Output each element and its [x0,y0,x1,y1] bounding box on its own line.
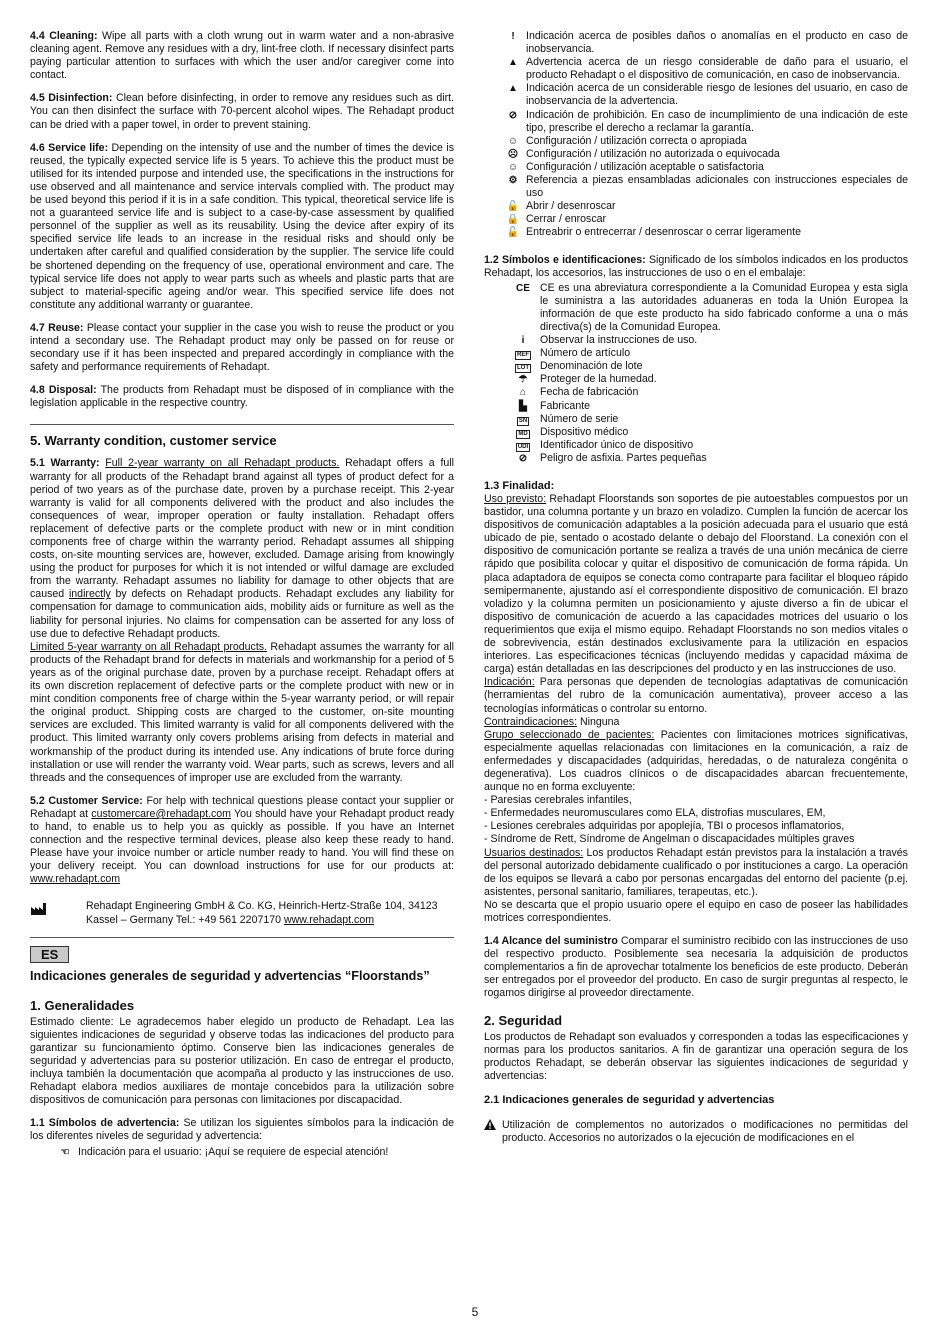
list-item: - Enfermedades neuromusculares como ELA, distrofias musculares, EM, [484,807,826,820]
section-4-5: 4.5 Disinfection: Clean before disinfecting, in order to remove any residues such as dirt. You can then disinfect the surface with 70-percent alcohol wipes. The Rehadapt product can be dried with a paper towel, in order to prevent staining. [30,92,454,131]
smiley-neutral-icon: ☺ [507,161,519,173]
smiley-sad-icon: ☹ [507,148,519,160]
symbol-row: ☜ Indicación para el usuario: ¡Aquí se requiere de especial atención! [30,1146,454,1159]
page-number: 5 [471,1305,479,1319]
heading-generalidades: 1. Generalidades [30,997,135,1013]
symbol-row: UDI Identificador único de dispositivo [506,439,908,452]
safety-warning-item: Utilización de complementos no autorizados o modificaciones no permitidas del producto. Accesorios no autorizados o la ejecución de modificaciones en el [484,1119,908,1145]
divider [30,937,454,938]
usuarios-text: Usuarios destinados: Los productos Rehadapt están previstos para la instalación a través del personal autorizado debidamente cualificado o por instituciones a cargo. La operación de los equipos se llevará a cabo por personas encargadas del entorno del paciente (p.ej. asistentes, personal sanitario, familiares, terapeutas, etc.). No se descarta que el propio usuario opere el equipo en caso de poseer las habilidades motrices correspondientes. [484,846,908,924]
website-link[interactable]: www.rehadapt.com [30,873,121,886]
exclamation-icon: ! [511,31,515,42]
instructions-icon: i [521,335,525,347]
left-column [30,30,454,1159]
language-badge: ES [30,946,69,963]
symbol-row: 🔓 Entreabrir o entrecerrar / desenroscar o cerrar ligeramente [500,226,908,239]
section-4-6: 4.6 Service life: Depending on the intensity of use and the number of times the device is reused, the typically expected service life is 5 years. To achieve this the product must be utilised for its intended purpose and intended use, the specifications in the instructions for use observed and all maintenance and service intervals complied with. The product may be used beyond this period if it is in a safe condition. This typical, theoretical service life is not a guaranteed service life and is subject to a case-by-case assessment by qualified personnel of the supplier as well as its reusability. Using the device after expiry of its specified service life leads to an increase in the residual risks and should only be undertaken after careful and qualified consideration by the supplier. The service life could be shortened depending on the frequency of use, operational environment and care. The typical service life does not apply to wear parts such as wheels and plastic parts that are subject to material-specific ageing and/or wear. This specified service life does not constitute any additional warranty or guarantee. [30,141,454,311]
heading-2-1: 2.1 Indicaciones generales de seguridad y advertencias [484,1093,775,1106]
section-5-2: 5.2 Customer Service: For help with technical questions please contact your supplier or Rehadapt at customercare@rehadapt.com You should have your Rehadapt product ready to hand, to enable us to help you as quickly as possible. If you have an Internet connection and the respective terminal devices, please also keep these ready to hand. Please have your invoice number or article number ready to hand. You will find these on your delivery receipt. You can download instructions for use for our products at: www.rehadapt.com [30,794,454,886]
symbol-row: REF Número de artículo [506,347,908,360]
symbol-row: ☺ Configuración / utilización correcta o apropiada [500,135,908,148]
half-lock-icon: 🔓 [506,227,520,239]
section-4-8: 4.8 Disposal: The products from Rehadapt must be disposed of in compliance with the legislation applicable in the respective country. [30,384,454,410]
warning-symbol-list [484,30,908,240]
manufacturer-icon: ▙ [519,400,527,412]
heading-warranty: 5. Warranty condition, customer service [30,433,277,449]
symbol-row: ▲ Advertencia acerca de un riesgo considerable de daño para el usuario, el producto Rehadapt o el dispositivo de comunicación, en caso de inobservancia. [500,56,908,82]
finalidad-text: Uso previsto: Rehadapt Floorstands son soportes de pie autoestables compuestos por un bastidor, una columna portante y un brazo en voladizo. Cumplen la función de acercar los dispositivos de comunicación adaptables a la posición adecuada para el usuario que está ubicado de pie, sentado o acostado delante o debajo del Floorstand. La conexión con el dispositivo de comunicación portante se realiza a través de una unión mecánica de cierre rápido que posibilita colocar y quitar el dispositivo de comunicación de forma rápida. Un placa adaptadora de equipos se conecta como contraparte para facilitar el bloqueo rápido semipermanente, ajustando así el correspondiente dispositivo de comunicación. El brazo voladizo y la columna permiten un posicionamiento y ajuste diverso a fin de ubicar el dispositivo de comunicación de acuerdo a las capacidades motrices del usuario o los requerimientos que exija el mismo equipo. Rehadapt Floorstands no son medios vitales o de sobrevivencia, están destinados exclusivamente para la utilización en espacios interiores. Las especificaciones técnicas (incluyendo medidas y capacidad máxima de carga) están detalladas en las descripciones del producto y en las instrucciones de uso. Indicación: Para personas que dependen de tecnologías adaptativas de comunicación (herramientas del rubro de la comunicación aumentativa), proveer acceso a las tecnologías informáticas o controlar su entorno. Contraindicaciones: Ninguna Grupo seleccionado de pacientes: Pacientes con limitaciones motrices significativas, especialmente aquellas relacionadas con limitaciones en la comunicación, a raíz de enfermedades y discapacidades (adquiridas, heredadas, o de naturaleza congénita o degenerativa). Los cuadros clínicos o de discapacidades abarcan frecuentemente, aunque no en forma excluyente: [484,493,908,794]
warning-triangle-icon: ▲ [508,83,518,95]
choking-hazard-icon: ⊘ [518,452,528,464]
symbol-row: ⌂ Fecha de fabricación [506,386,908,399]
serial-number-icon: SN [518,417,528,424]
unlock-icon: 🔓 [506,201,520,213]
prohibition-icon: ⊘ [508,109,518,121]
warning-triangle-icon [484,1119,502,1134]
symbol-row: i Observar la instrucciones de uso. [506,334,908,347]
manufacturer-icon [30,900,86,920]
divider [30,424,454,425]
list-item: - Síndrome de Rett, Síndrome de Angelman o discapacidades múltiples graves [484,833,855,846]
patient-group-list [484,794,908,846]
symbol-row: CE CE es una abreviatura correspondiente a la Comunidad Europea y esta sigla le suministra a las autoridades aduaneras en toda la Unión Europea la información de que este producto ha sido fabricado conforme a una o más directiva(s) de la Comunidad Europea. [506,282,908,334]
identification-symbol-list [484,282,908,465]
manufacture-date-icon: ⌂ [519,387,527,399]
assembly-parts-icon: ⚙ [508,175,518,187]
section-4-4: 4.4 Cleaning: Wipe all parts with a cloth wrung out in warm water and a non-abrasive cleaning agent. Remove any residues with a dry, lint-free cloth. If necessary disinfect parts paying particular attention to surfaces with which the user and/or caregiver come into contact. [30,30,454,82]
symbol-row: ⊘ Peligro de asfixia. Partes pequeñas [506,452,908,465]
lock-icon: 🔒 [506,214,520,226]
section-1-2: 1.2 Símbolos e identificaciones: Significado de los símbolos indicados en los productos Rehadapt, los accesorios, las instrucciones de uso o en el embalaje: [484,253,909,279]
section-5-1: 5.1 Warranty: Full 2-year warranty on all Rehadapt products. Rehadapt offers a full warranty for all products of the Rehadapt brand against all types of product defect for a period of two years as of the purchase date, proven by a purchase receipt. This 2-year warranty is valid for all components delivered with the product and also includes the consequences of wear, improper operation or faulty installation. Rehadapt offers replacement of defective parts or the complete product with new or in mint condition components free of charge within the warranty period. Rehadapt assumes all shipping costs, on-site mounting services are, however, excluded. Damage arising from knowingly using the product for purposes for which it is not intended or wilful damage are excluded from the warranty. Rehadapt assumes no liability for damage to other objects that are caused indirectly by defects on Rehadapt products. Rehadapt excludes any liability for compensation for damage to communication aids, mobility aids or furniture as well as the liability for personal injuries. No claims for compensation can be asserted for any loss of use due to defective Rehadapt products. Limited 5-year warranty on all Rehadapt products. Rehadapt assumes the warranty for all products of the Rehadapt brand for defects in materials and workmanship for a period of 5 years as of the original purchase date, proven by a purchase receipt. Rehadapt offers at its own discretion replacement of defective parts or the complete product with new or in mint condition components free of charge within the 5-year warranty period, or will repair the original product. Shipping costs are charged to the customer, on-site mounting services are excluded. This limited warranty is valid for all components delivered with the product. This limited warranty only covers problems arising from defects in material and workmanship of the product during its intended use. Any indications of brute force during installation or use will render the warranty void. Wear parts, such as screws, levers and all threads and the consequences of improper use are excluded from the warranty. [30,457,455,784]
udi-icon: UDI [517,443,529,450]
list-item: - Paresias cerebrales infantiles, [484,794,632,807]
heading-finalidad: 1.3 Finalidad: [484,480,555,492]
generalidades-text: Estimado cliente: Le agradecemos haber elegido un producto de Rehadapt. Lea las siguientes indicaciones de seguridad y observe todas las indicaciones del producto para garantizar su funcionamiento óptimo. Conserve bien las indicaciones generales de seguridad y advertencias para su posterior utilización. En caso de entregar el producto, incluya también la documentación que acompaña al producto y las instrucciones de uso. Rehadapt elabora medios auxiliares de montaje concebidos para la utilización sobre dispositivos de comunicación para personas con limitaciones por discapacidad. [30,1015,454,1107]
ref-icon: REF [517,352,529,359]
section-1-1: 1.1 Símbolos de advertencia: Se utilizan los siguientes símbolos para la indicación de los diferentes niveles de seguridad y advertencia: [30,1117,454,1143]
symbol-row: ☂ Proteger de la humedad. [506,373,908,386]
heading-seguridad: 2. Seguridad [484,1012,563,1028]
ce-mark-icon: CE [516,282,530,294]
medical-device-icon: MD [518,430,528,437]
symbol-row: ! Indicación acerca de posibles daños o anomalías en el producto en caso de inobservancia. [500,30,908,56]
symbol-row: ☺ Configuración / utilización aceptable o satisfactoria [500,161,908,174]
smiley-happy-icon: ☺ [507,135,519,147]
manufacturer-block: Rehadapt Engineering GmbH & Co. KG, Heinrich-Hertz-Straße 104, 34123 Kassel – Germany Tel.: +49 561 2207170 www.rehadapt.com [30,900,454,926]
hand-pointer-icon: ☜ [60,1146,70,1158]
symbol-row: ⚙ Referencia a piezas ensambladas adicionales con instrucciones especiales de uso [500,174,908,200]
symbol-row: MD Dispositivo médico [506,426,908,439]
section-1-4: 1.4 Alcance del suministro Comparar el suministro recibido con las instrucciones de uso del respectivo producto. Posiblemente sea necesaria la adquisición de productos complementarios a fin de aprovechar totalmente los beneficios de este producto. Deberán ser entregados por el proveedor del producto. En caso de surgir preguntas al respecto, le rogamos dirigirse al proveedor directamente. [484,935,908,1000]
email-link[interactable]: customercare@rehadapt.com [91,807,231,820]
symbol-row: ⊘ Indicación de prohibición. En caso de incumplimiento de una indicación de este tipo, prescribe el derecho a reclamar la garantía. [500,109,908,135]
symbol-row: ☹ Configuración / utilización no autorizada o equivocada [500,148,908,161]
section-4-7: 4.7 Reuse: Please contact your supplier in the case you wish to reuse the product or you intend a secondary use. The Rehadapt product may only be passed on for reuse or secondary use if it has been inspected and prepared accordingly in compliance with the safety and performance requirements of Rehadapt. [30,321,454,374]
document-title: Indicaciones generales de seguridad y advertencias “Floorstands” [30,968,430,983]
list-item: - Lesiones cerebrales adquiridas por apoplejía, TBI o procesos inflamatorios, [484,820,845,833]
symbol-row: ▙ Fabricante [506,400,908,413]
warning-triangle-icon: ▲ [508,57,518,69]
symbol-row: LOT Denominación de lote [506,360,908,373]
symbol-row: SN Número de serie [506,413,908,426]
symbol-row: 🔓 Abrir / desenroscar [500,200,908,213]
lot-icon: LOT [517,365,529,372]
manufacturer-website-link[interactable]: www.rehadapt.com [283,913,375,926]
seguridad-text: Los productos de Rehadapt son evaluados y corresponden a todas las especificaciones y normas para los productos sanitarios. A fin de garantizar una operación segura de los productos Rehadapt, se deberán observar las siguientes indicaciones de seguridad y advertencias: [484,1030,908,1082]
symbol-row: ▲ Indicación acerca de un considerable riesgo de lesiones del usuario, en caso de inobservancia de la advertencia. [500,82,908,108]
umbrella-icon: ☂ [518,374,528,386]
symbol-row: 🔒 Cerrar / enroscar [500,213,908,226]
right-column [484,30,908,1145]
